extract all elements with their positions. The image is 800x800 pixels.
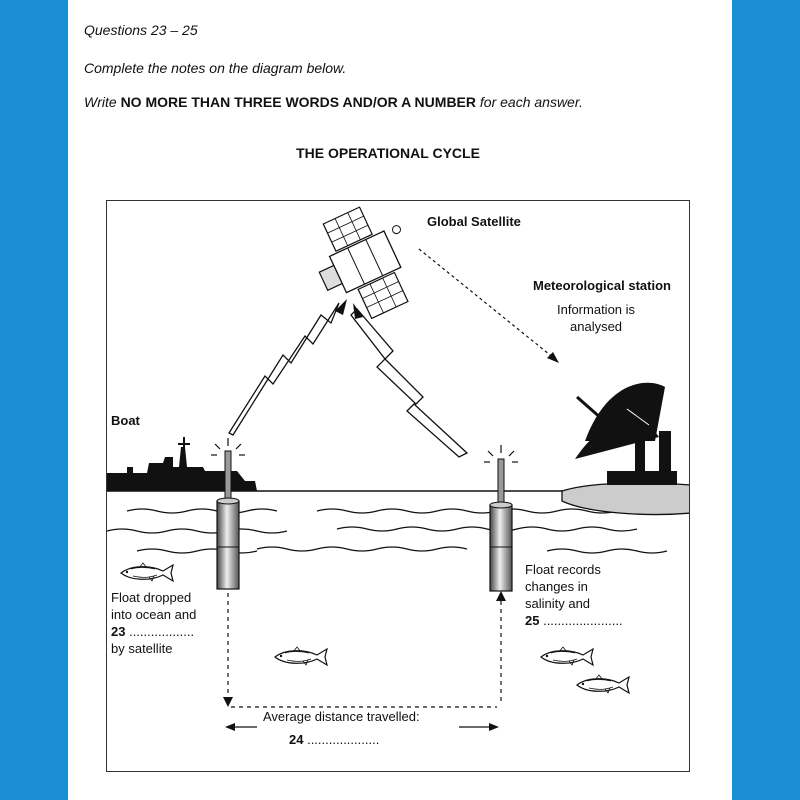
right-note-line2: changes in bbox=[525, 579, 588, 594]
instruction-word-limit-post: for each answer. bbox=[476, 94, 583, 110]
fish-icon bbox=[577, 675, 629, 693]
boat-label: Boat bbox=[111, 413, 140, 428]
distance-arrowhead-left bbox=[225, 723, 235, 731]
signal-bolt-icon bbox=[229, 303, 467, 457]
question-23-gap[interactable] bbox=[111, 623, 196, 640]
satellite-icon bbox=[302, 201, 430, 330]
relay-arrow bbox=[547, 352, 559, 363]
instruction-word-limit-pre: Write bbox=[84, 94, 121, 110]
left-float-note bbox=[111, 589, 196, 657]
distance-arrowhead-right bbox=[489, 723, 499, 731]
question-25-number: 25 bbox=[525, 613, 540, 628]
wave-lines bbox=[107, 509, 667, 553]
fish-icon bbox=[275, 647, 327, 665]
right-note-line3: salinity and bbox=[525, 596, 591, 611]
right-float-note bbox=[525, 561, 623, 629]
instruction-word-limit-bold: NO MORE THAN THREE WORDS AND/OR A NUMBER bbox=[120, 94, 476, 110]
question-23-blank: .................. bbox=[125, 624, 195, 639]
left-note-line1: Float dropped bbox=[111, 590, 192, 605]
left-note-line4: by satellite bbox=[111, 641, 173, 656]
instruction-word-limit bbox=[84, 94, 583, 110]
questions-heading: Questions 23 – 25 bbox=[84, 22, 198, 38]
satellite-dish-icon bbox=[575, 383, 677, 485]
station-note-line1: Information is bbox=[557, 302, 636, 317]
question-24-gap[interactable] bbox=[289, 731, 379, 748]
station-note bbox=[557, 301, 635, 335]
drift-path bbox=[228, 593, 501, 707]
question-page bbox=[68, 0, 732, 800]
question-24-blank: .................... bbox=[303, 732, 380, 747]
fish-icon bbox=[121, 563, 173, 581]
distance-label: Average distance travelled: bbox=[263, 709, 420, 724]
question-24-number: 24 bbox=[289, 732, 304, 747]
diagram-frame bbox=[106, 200, 690, 772]
diagram-title: THE OPERATIONAL CYCLE bbox=[296, 145, 480, 161]
station-note-line2: analysed bbox=[570, 319, 623, 334]
instruction-complete-notes: Complete the notes on the diagram below. bbox=[84, 60, 347, 76]
question-25-blank: ...................... bbox=[539, 613, 623, 628]
right-note-line1: Float records bbox=[525, 562, 601, 577]
question-23-number: 23 bbox=[111, 624, 126, 639]
satellite-label: Global Satellite bbox=[427, 214, 521, 229]
float-icon bbox=[490, 459, 512, 591]
drift-arrow-down bbox=[223, 697, 233, 707]
drift-arrow-up bbox=[496, 591, 506, 601]
left-note-line2: into ocean and bbox=[111, 607, 197, 622]
ship-icon bbox=[107, 437, 257, 491]
station-label: Meteorological station bbox=[533, 278, 671, 293]
relay-dashed-line bbox=[419, 249, 555, 359]
fish-icon bbox=[541, 647, 593, 665]
question-25-gap[interactable] bbox=[525, 612, 623, 629]
